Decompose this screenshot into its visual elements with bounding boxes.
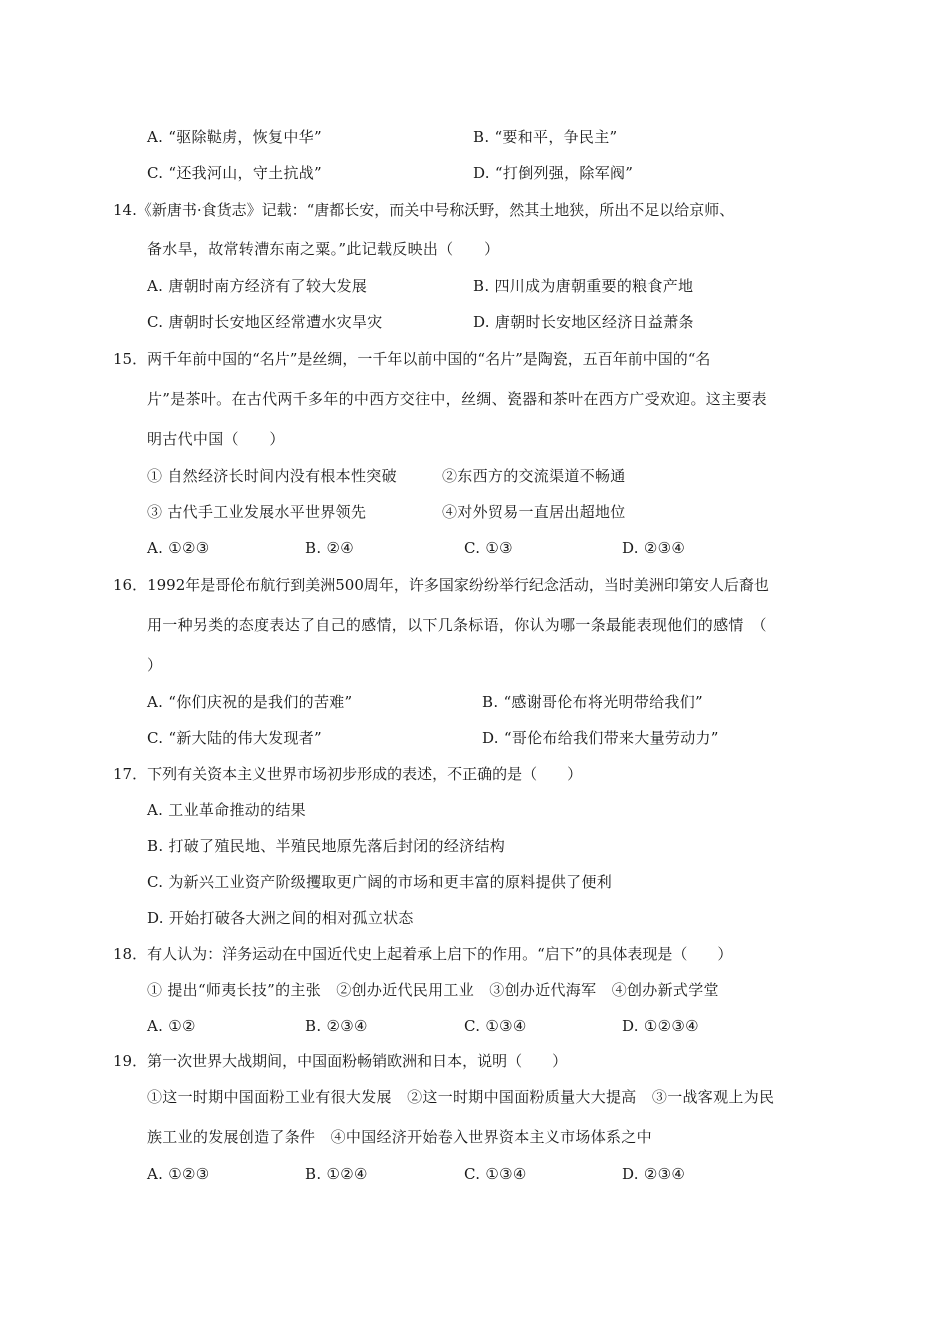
q14-option-b: B. 四川成为唐朝重要的粮食产地: [473, 277, 694, 295]
q19-option-c: C. ①③④: [464, 1165, 527, 1183]
q15-stem-line3: 明古代中国（ ）: [147, 430, 285, 448]
q18-items: ① 提出“师夷长技”的主张 ②创办近代民用工业 ③创办近代海军 ④创办新式学堂: [147, 981, 719, 999]
q19-stem: 19．第一次世界大战期间，中国面粉畅销欧洲和日本，说明（ ）: [113, 1052, 568, 1070]
q13-option-b: B. “要和平，争民主”: [473, 128, 618, 146]
q16-option-c: C. “新大陆的伟大发现者”: [147, 729, 323, 747]
q19-option-d: D. ②③④: [622, 1165, 686, 1183]
q16-stem-line3: ）: [147, 656, 163, 674]
q14-option-d: D. 唐朝时长安地区经济日益萧条: [473, 313, 694, 331]
q15-option-d: D. ②③④: [622, 539, 686, 557]
q16-option-a: A. “你们庆祝的是我们的苦难”: [147, 693, 353, 711]
q18-option-d: D. ①②③④: [622, 1017, 699, 1035]
q15-option-a: A. ①②③: [147, 539, 210, 557]
q19-items-line2: 族工业的发展创造了条件 ④中国经济开始卷入世界资本主义市场体系之中: [147, 1128, 652, 1146]
q16-option-b: B. “感谢哥伦布将光明带给我们”: [482, 693, 703, 711]
q18-option-c: C. ①③④: [464, 1017, 527, 1035]
q17-option-d: D. 开始打破各大洲之间的相对孤立状态: [147, 909, 414, 927]
q15-item-1: ① 自然经济长时间内没有根本性突破: [147, 467, 397, 485]
q18-option-a: A. ①②: [147, 1017, 196, 1035]
q15-stem-line1: 15．两千年前中国的“名片”是丝绸，一千年以前中国的“名片”是陶瓷，五百年前中国的“名: [113, 350, 711, 368]
q17-stem: 17．下列有关资本主义世界市场初步形成的表述，不正确的是（ ）: [113, 765, 583, 783]
q18-option-b: B. ②③④: [305, 1017, 368, 1035]
q17-option-c: C. 为新兴工业资产阶级攫取更广阔的市场和更丰富的原料提供了便利: [147, 873, 613, 891]
q13-option-c: C. “还我河山，守土抗战”: [147, 164, 323, 182]
q15-option-b: B. ②④: [305, 539, 354, 557]
q15-stem-line2: 片”是茶叶。在古代两千多年的中西方交往中，丝绸、瓷器和茶叶在西方广受欢迎。这主要表: [147, 390, 767, 408]
q14-option-a: A. 唐朝时南方经济有了较大发展: [147, 277, 368, 295]
q13-option-d: D. “打倒列强，除军阀”: [473, 164, 634, 182]
q17-option-a: A. 工业革命推动的结果: [147, 801, 306, 819]
q16-option-d: D. “哥伦布给我们带来大量劳动力”: [482, 729, 719, 747]
q14-stem-line2: 备水旱，故常转漕东南之粟。”此记载反映出（ ）: [147, 240, 500, 258]
q16-stem-line1: 16．1992年是哥伦布航行到美洲500周年，许多国家纷纷举行纪念活动，当时美洲印第安人后裔也: [113, 576, 769, 594]
q13-option-a: A. “驱除鞑虏，恢复中华”: [147, 128, 322, 146]
q17-option-b: B. 打破了殖民地、半殖民地原先落后封闭的经济结构: [147, 837, 506, 855]
q14-option-c: C. 唐朝时长安地区经常遭水灾旱灾: [147, 313, 383, 331]
q15-item-2: ②东西方的交流渠道不畅通: [442, 467, 626, 485]
q19-items-line1: ①这一时期中国面粉工业有很大发展 ②这一时期中国面粉质量大大提高 ③一战客观上为民: [147, 1088, 775, 1106]
q15-item-4: ④对外贸易一直居出超地位: [442, 503, 626, 521]
q19-option-b: B. ①②④: [305, 1165, 368, 1183]
q15-option-c: C. ①③: [464, 539, 513, 557]
q14-stem-line1: 14.《新唐书·食货志》记载：“唐都长安，而关中号称沃野，然其土地狭，所出不足以给京师、: [113, 201, 735, 219]
q19-option-a: A. ①②③: [147, 1165, 210, 1183]
q15-item-3: ③ 古代手工业发展水平世界领先: [147, 503, 367, 521]
q16-stem-line2: 用一种另类的态度表达了自己的感情，以下几条标语，你认为哪一条最能表现他们的感情 （: [147, 616, 767, 634]
q18-stem: 18．有人认为：洋务运动在中国近代史上起着承上启下的作用。“启下”的具体表现是（ ）: [113, 945, 733, 963]
